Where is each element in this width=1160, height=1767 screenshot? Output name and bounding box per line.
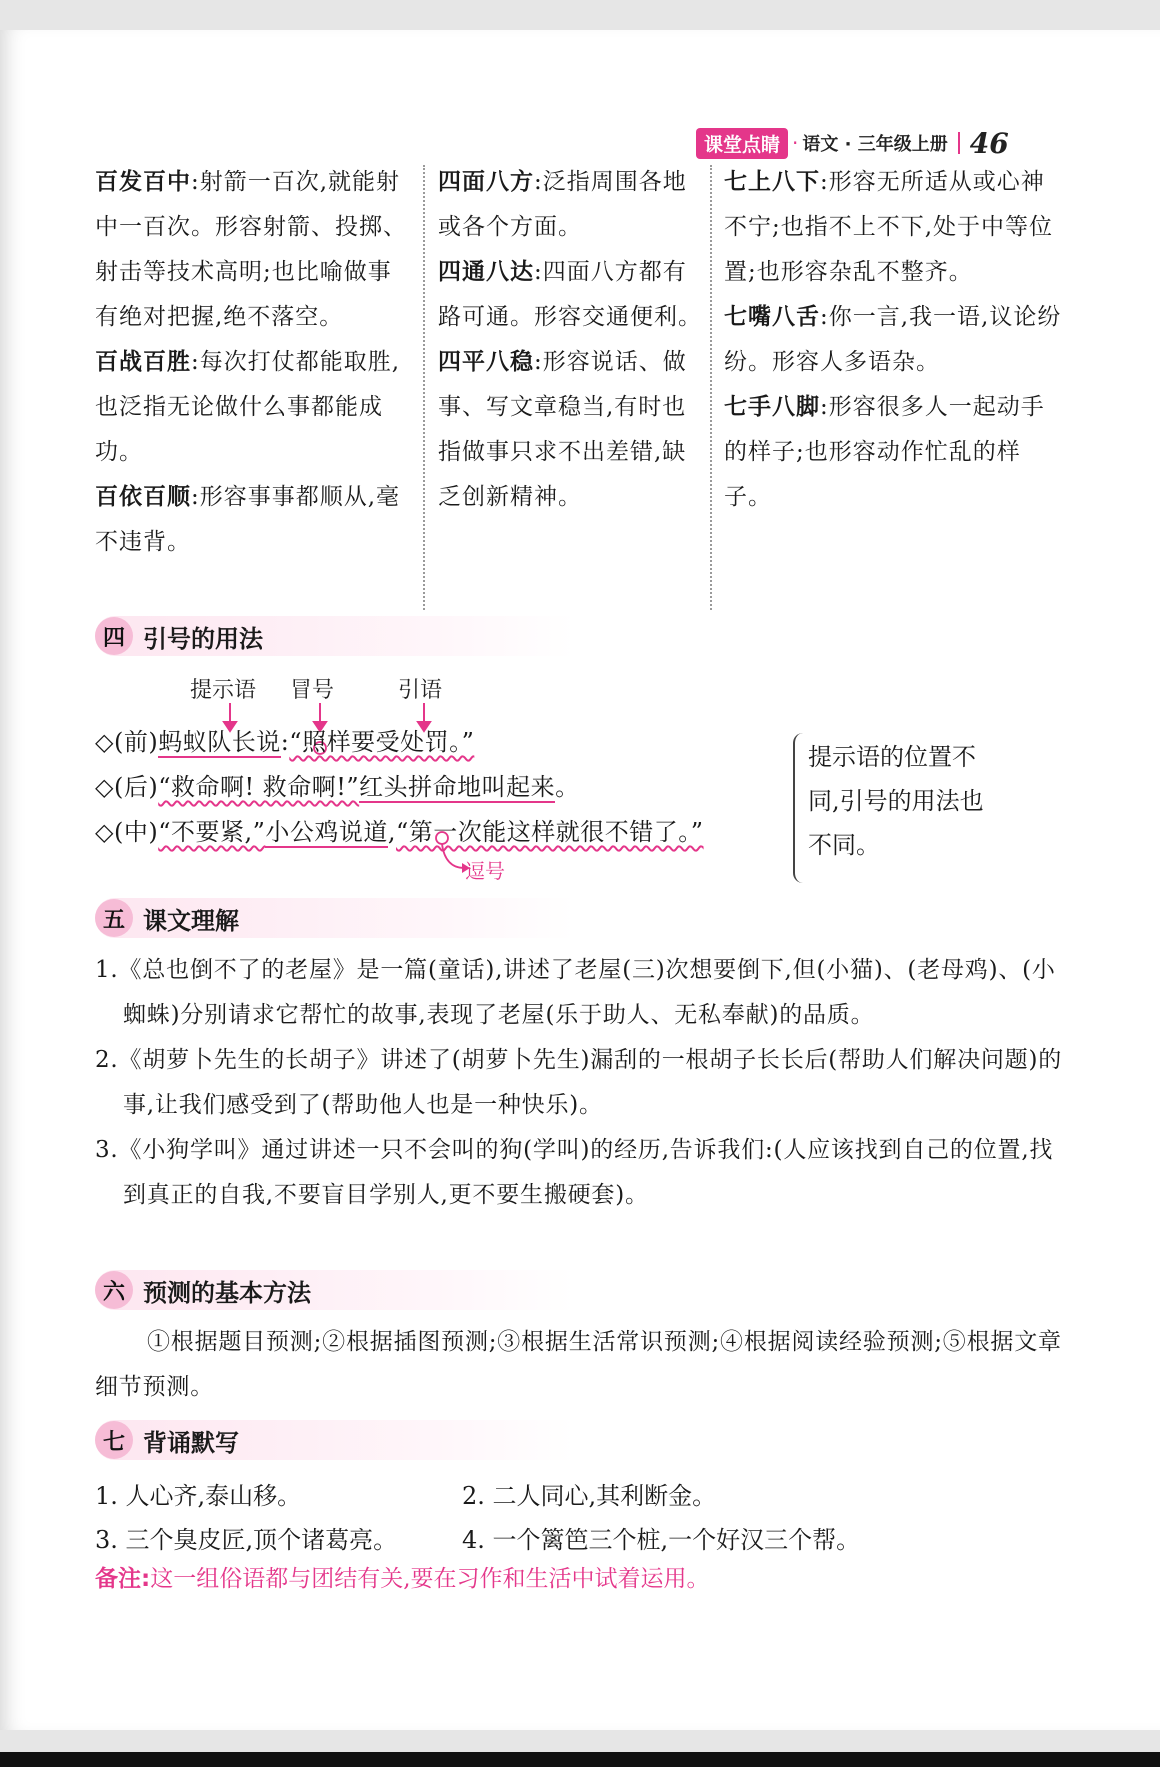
idiom-term: 四平八稳 (438, 349, 534, 375)
label-comma: 逗号 (465, 859, 505, 883)
list-item: 3. 三个臭皮匠,顶个诸葛亮。 (95, 1526, 398, 1554)
comma-mark: , (387, 818, 397, 846)
side-note: 提示语的位置不同,引号的用法也不同。 (808, 743, 984, 859)
colon-mark: : (280, 728, 290, 756)
list-item: 1. 人心齐,泰山移。 (95, 1482, 302, 1510)
section-number: 六 (95, 1271, 133, 1309)
idiom-definition: :泛指周围各地或各个方面。 (438, 169, 687, 240)
list-item: 1.《总也倒不了的老屋》是一篇(童话),讲述了老屋(三)次想要倒下,但(小猫)、(老母鸡)、(小蜘蛛)分别请求它帮忙的故事,表现了老屋(乐于助人、无私奉献)的品质。 (95, 957, 1056, 1028)
comma-pointer (442, 844, 464, 868)
label-prompt: 提示语 (190, 678, 257, 703)
idiom-term: 四通八达 (438, 259, 534, 285)
section-heading-6 (95, 1270, 575, 1310)
section-heading-7 (95, 1420, 575, 1460)
quote-example-middle (95, 812, 704, 847)
page-number: 46 (969, 126, 1009, 160)
idiom-definition: :四面八方都有路可通。形容交通便利。 (438, 259, 702, 330)
section-heading-5 (95, 898, 575, 938)
list-item: 4. 一个篱笆三个桩,一个好汉三个帮。 (462, 1526, 861, 1554)
section-title: 课文理解 (143, 906, 239, 935)
diamond-mark: ◇ (95, 728, 114, 756)
prediction-methods: ①根据题目预测;②根据插图预测;③根据生活常识预测;④根据阅读经验预测;⑤根据文章细节预测。 (95, 1329, 1062, 1400)
remark-text: 这一组俗语都与团结有关,要在习作和生活中试着运用。 (150, 1566, 710, 1592)
idiom-definition: :射箭一百次,就能射中一百次。形容射箭、投掷、射击等技术高明;也比喻做事有绝对把握,绝不落空。 (95, 169, 407, 330)
diamond-mark: ◇ (95, 773, 114, 801)
idiom-definition: :每次打仗都能取胜,也泛指无论做什么事都能成功。 (95, 349, 401, 465)
quoted-text: “救命啊! 救命啊!” (158, 773, 360, 801)
header-badge: 课堂点睛 (696, 128, 788, 159)
position-label: (后) (113, 773, 159, 801)
bottom-edge (0, 1752, 1160, 1767)
quote-example-back (95, 767, 580, 802)
section-number: 七 (95, 1421, 133, 1459)
idiom-term: 百发百中 (95, 169, 191, 195)
remark (95, 1560, 710, 1593)
quote-example-front (95, 722, 474, 757)
diamond-mark: ◇ (95, 818, 114, 846)
idiom-definition: :形容事事都顺从,毫不违背。 (95, 484, 401, 555)
list-item: 2.《胡萝卜先生的长胡子》讲述了(胡萝卜先生)漏刮的一根胡子长长后(帮助人们解决问题)的事,让我们感受到了(帮助他人也是一种快乐)。 (95, 1047, 1063, 1118)
idiom-term: 百依百顺 (95, 484, 191, 510)
prompt-text: 小公鸡说道 (265, 818, 388, 846)
position-label: (中) (113, 818, 159, 846)
text-comprehension-list (95, 948, 1065, 1218)
idiom-term: 七上八下 (724, 169, 820, 195)
label-quote: 引语 (398, 678, 443, 703)
brace (793, 733, 807, 883)
position-label: (前) (113, 728, 159, 756)
idiom-definition: :形容说话、做事、写文章稳当,有时也指做事只求不出差错,缺乏创新精神。 (438, 349, 687, 510)
section-title: 背诵默写 (143, 1428, 239, 1457)
section-title: 引号的用法 (143, 624, 263, 653)
list-item: 3.《小狗学叫》通过讲述一只不会叫的狗(学叫)的经历,告诉我们:(人应该找到自己的位置,找到真正的自我,不要盲目学别人,更不要生搬硬套)。 (95, 1137, 1054, 1208)
section-number: 五 (95, 899, 133, 937)
idiom-term: 七嘴八舌 (724, 304, 820, 330)
idiom-term: 百战百胜 (95, 349, 191, 375)
section-title: 预测的基本方法 (143, 1278, 311, 1307)
section-number: 四 (95, 617, 133, 655)
header-dot: · (792, 131, 799, 155)
quoted-text: “不要紧,” (158, 818, 266, 846)
prompt-text: 红头拼命地叫起来 (359, 773, 556, 801)
list-item: 2. 二人同心,其利断金。 (462, 1482, 717, 1510)
idiom-definition: :形容很多人一起动手的样子;也形容动作忙乱的样子。 (724, 394, 1045, 510)
end-mark: 。 (555, 773, 580, 801)
idiom-definition: :你一言,我一语,议论纷纷。形容人多语杂。 (724, 304, 1062, 375)
prompt-text: 蚂蚁队长说 (158, 728, 281, 756)
quoted-text: “照样要受处罚。” (289, 728, 475, 756)
label-colon: 冒号 (290, 678, 335, 703)
remark-label: 备注: (95, 1566, 151, 1592)
quoted-text: “第一次能这样就很不错了。” (396, 818, 704, 846)
idiom-term: 七手八脚 (724, 394, 820, 420)
idiom-term: 四面八方 (438, 169, 534, 195)
header-book-title: 语文 · 三年级上册 (802, 134, 948, 155)
idiom-definition: :形容无所适从或心神不宁;也指不上不下,处于中等位置;也形容杂乱不整齐。 (724, 169, 1054, 285)
